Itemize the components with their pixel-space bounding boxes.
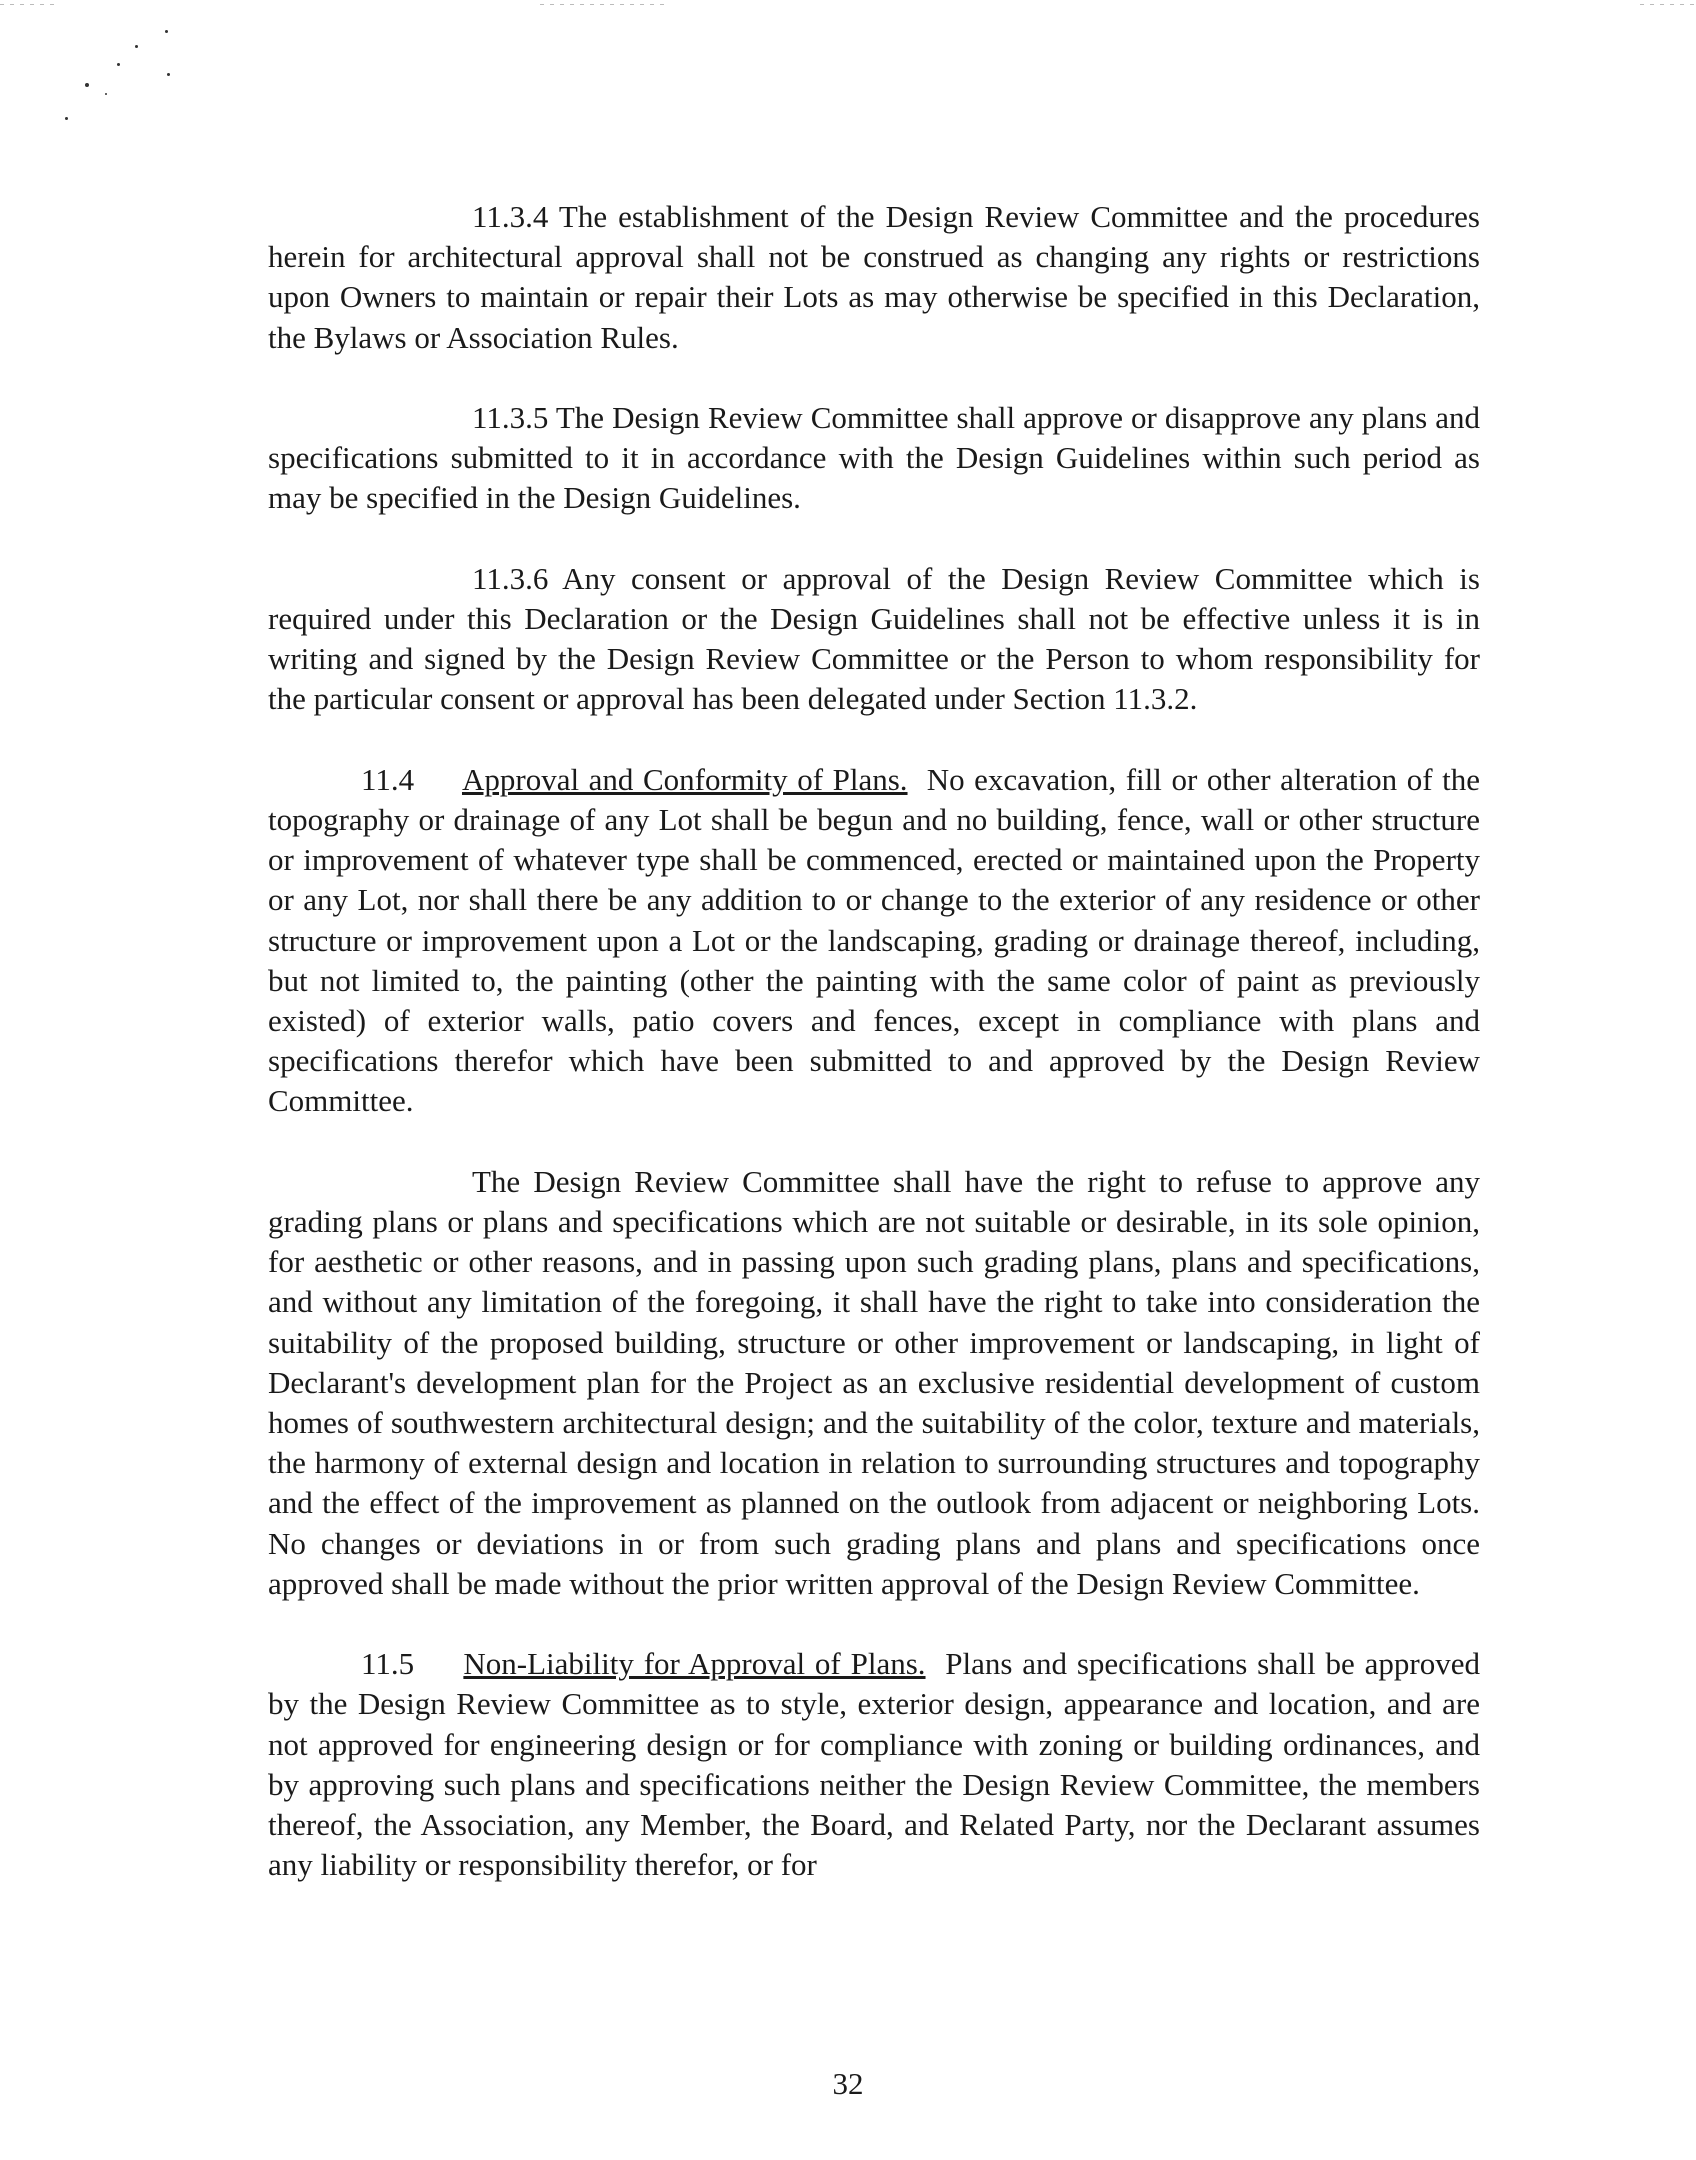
section-heading: Approval and Conformity of Plans. <box>461 761 908 797</box>
section-number: 11.4 <box>361 761 415 797</box>
speck <box>117 63 120 66</box>
speck <box>65 117 68 120</box>
paragraph-11-3-4: 11.3.4 The establishment of the Design Review Committee and the procedures herein for architectural approval shall not be construed as changing any rights or restrictions upon Owners to maintain or repair their Lots as may otherwise be specified in this Declaration, the Bylaws or Association Rules. <box>268 199 1480 355</box>
section-number: 11.5 <box>361 1646 415 1682</box>
scan-edge-mark <box>0 4 60 5</box>
section-11-5 <box>268 1644 1480 1885</box>
section-text: No excavation, fill or other alteration of the topography or drainage of any Lot shall be begun and no building, fence, wall or other structure or improvement of whatever type shall be commenced, erected or maintained upon the Property or any Lot, nor shall there be any addition to or change to the exterior of any residence or other structure or improvement upon a Lot or the landscaping, grading or drainage thereof, including, but not limited to, the painting (other the painting with the same color of paint as previously existed) of exterior walls, patio covers and fences, except in compliance with plans and specifications therefor which have been submitted to and approved by the Design Review Committee. <box>268 761 1481 1119</box>
paragraph-11-3-6: 11.3.6 Any consent or approval of the Design Review Committee which is required under this Declaration or the Design Guidelines shall not be effective unless it is in writing and signed by the Design Review Committee or the Person to whom responsibility for the particular consent or approval has been delegated under Section 11.3.2. <box>268 560 1480 717</box>
section-11-4 <box>268 760 1480 1122</box>
scan-edge-mark <box>1640 4 1696 5</box>
scan-specks <box>55 25 195 135</box>
document-body <box>268 197 1480 1926</box>
section-text: Plans and specifications shall be approved by the Design Review Committee as to style, exterior design, appearance and location, and are not approved for engineering design or for compliance with zoning or building ordinances, and by approving such plans and specifications neither the Design Review Committee, the members thereof, the Association, any Member, the Board, and Related Party, nor the Declarant assumes any liability or responsibility therefor, or for <box>268 1646 1480 1883</box>
scan-edge-mark <box>540 4 670 5</box>
paragraph-11-3-5: 11.3.5 The Design Review Committee shall approve or disapprove any plans and specifications submitted to it in accordance with the Design Guidelines within such period as may be specified in the Design Guidelines. <box>268 400 1480 516</box>
paragraph-design-review-rights: The Design Review Committee shall have the right to refuse to approve any grading plans or plans and specifications which are not suitable or desirable, in its sole opinion, for aesthetic or other reasons, and in passing upon such grading plans, plans and specifications, and without any limitation of the foregoing, it shall have the right to take into consideration the suitability of the proposed building, structure or other improvement or landscaping, in light of Declarant's development plan for the Project as an exclusive residential development of custom homes of southwestern architectural design; and the suitability of the color, texture and materials, the harmony of external design and location in relation to surrounding structures and topography and the effect of the improvement as planned on the outlook from adjacent or neighboring Lots. No changes or deviations in or from such grading plans and plans and specifications once approved shall be made without the prior written approval of the Design Review Committee. <box>268 1163 1480 1601</box>
speck <box>165 30 168 33</box>
speck <box>135 45 138 48</box>
speck <box>85 83 89 87</box>
page-number: 32 <box>832 2066 864 2101</box>
speck <box>167 73 170 76</box>
section-heading: Non-Liability for Approval of Plans. <box>463 1646 926 1682</box>
speck <box>105 93 107 95</box>
